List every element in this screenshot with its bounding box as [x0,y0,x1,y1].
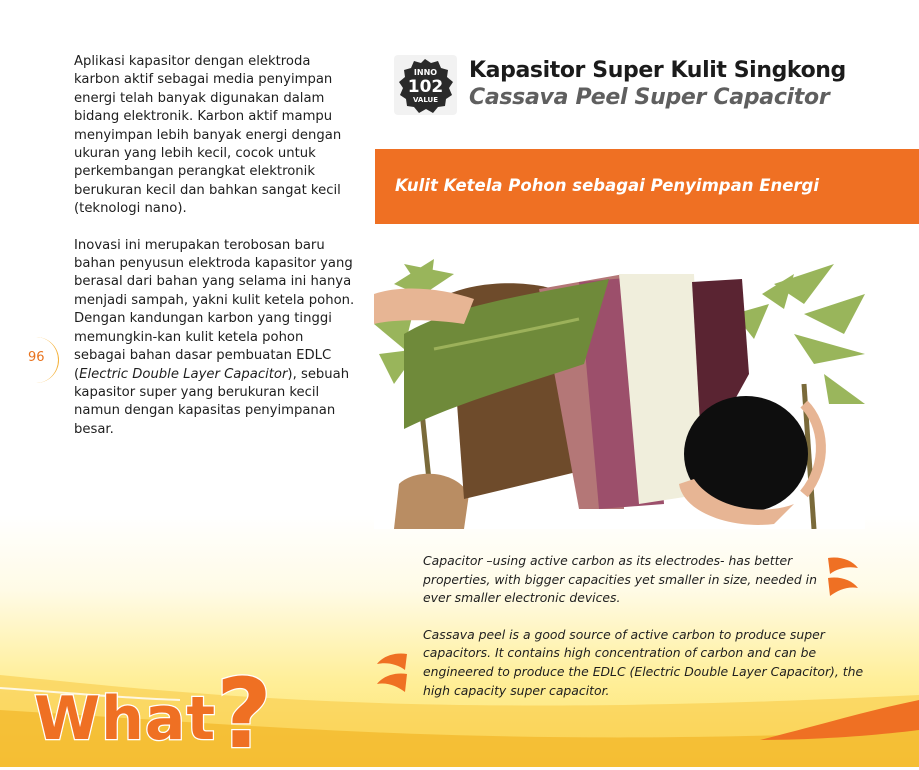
body-paragraph-2: Inovasi ini merupakan terobosan baru bahan penyusun elektroda kapasitor yang berasal dari bahan yang selama ini hanya menjadi sampah, yakni kulit ketela pohon. Dengan kandungan karbon yang tinggi memungkin-kan kulit ketela pohon sebagai bahan dasar pembuatan EDLC (Electric Double Layer Capacitor), sebuah kapasitor super yang berukuran kecil namun dengan kapasitas penyimpanan besar. [74,237,355,437]
svg-text:INNO: INNO [413,68,438,77]
english-caption-paragraph-1: Capacitor –using active carbon as its electrodes- has better properties, with bigger capacities yet smaller in size, needed in ever smaller electronic devices. [423,553,817,606]
opening-quote-icon [371,650,413,696]
svg-text:102: 102 [407,77,444,97]
what-logo-question-mark: ? [216,658,272,770]
left-column-text [74,53,356,457]
page-number: 96 [28,350,45,365]
what-logo-word: What [34,684,217,754]
section-banner [375,149,919,224]
body-paragraph-1: Aplikasi kapasitor dengan elektroda karbon aktif sebagai media penyimpan energi telah banyak digunakan dalam bidang elektronik. Karbon aktif mampu menyimpan lebih banyak energi dengan ukuran yang lebih kecil, cocok untuk perkembangan perangkat elektronik berukuran kecil dan bahkan sangat kecil (teknologi nano). [74,54,342,217]
english-caption-paragraph-2: Cassava peel is a good source of active carbon to produce super capacitors. It contains high concentration of carbon and can be engineered to produce the EDLC (Electric Double Layer Capacitor), the high capacity super capacitor. [423,626,864,698]
what-logo [34,650,272,770]
page-title-english: Cassava Peel Super Capacitor [469,85,830,110]
page-title-indonesian: Kapasitor Super Kulit Singkong [469,58,846,83]
inno-102-value-badge-icon [394,55,457,115]
cassava-peel-photo [374,254,865,529]
english-caption [423,552,871,718]
section-banner-text: Kulit Ketela Pohon sebagai Penyimpan Energi [395,176,820,195]
svg-text:VALUE: VALUE [412,96,439,104]
